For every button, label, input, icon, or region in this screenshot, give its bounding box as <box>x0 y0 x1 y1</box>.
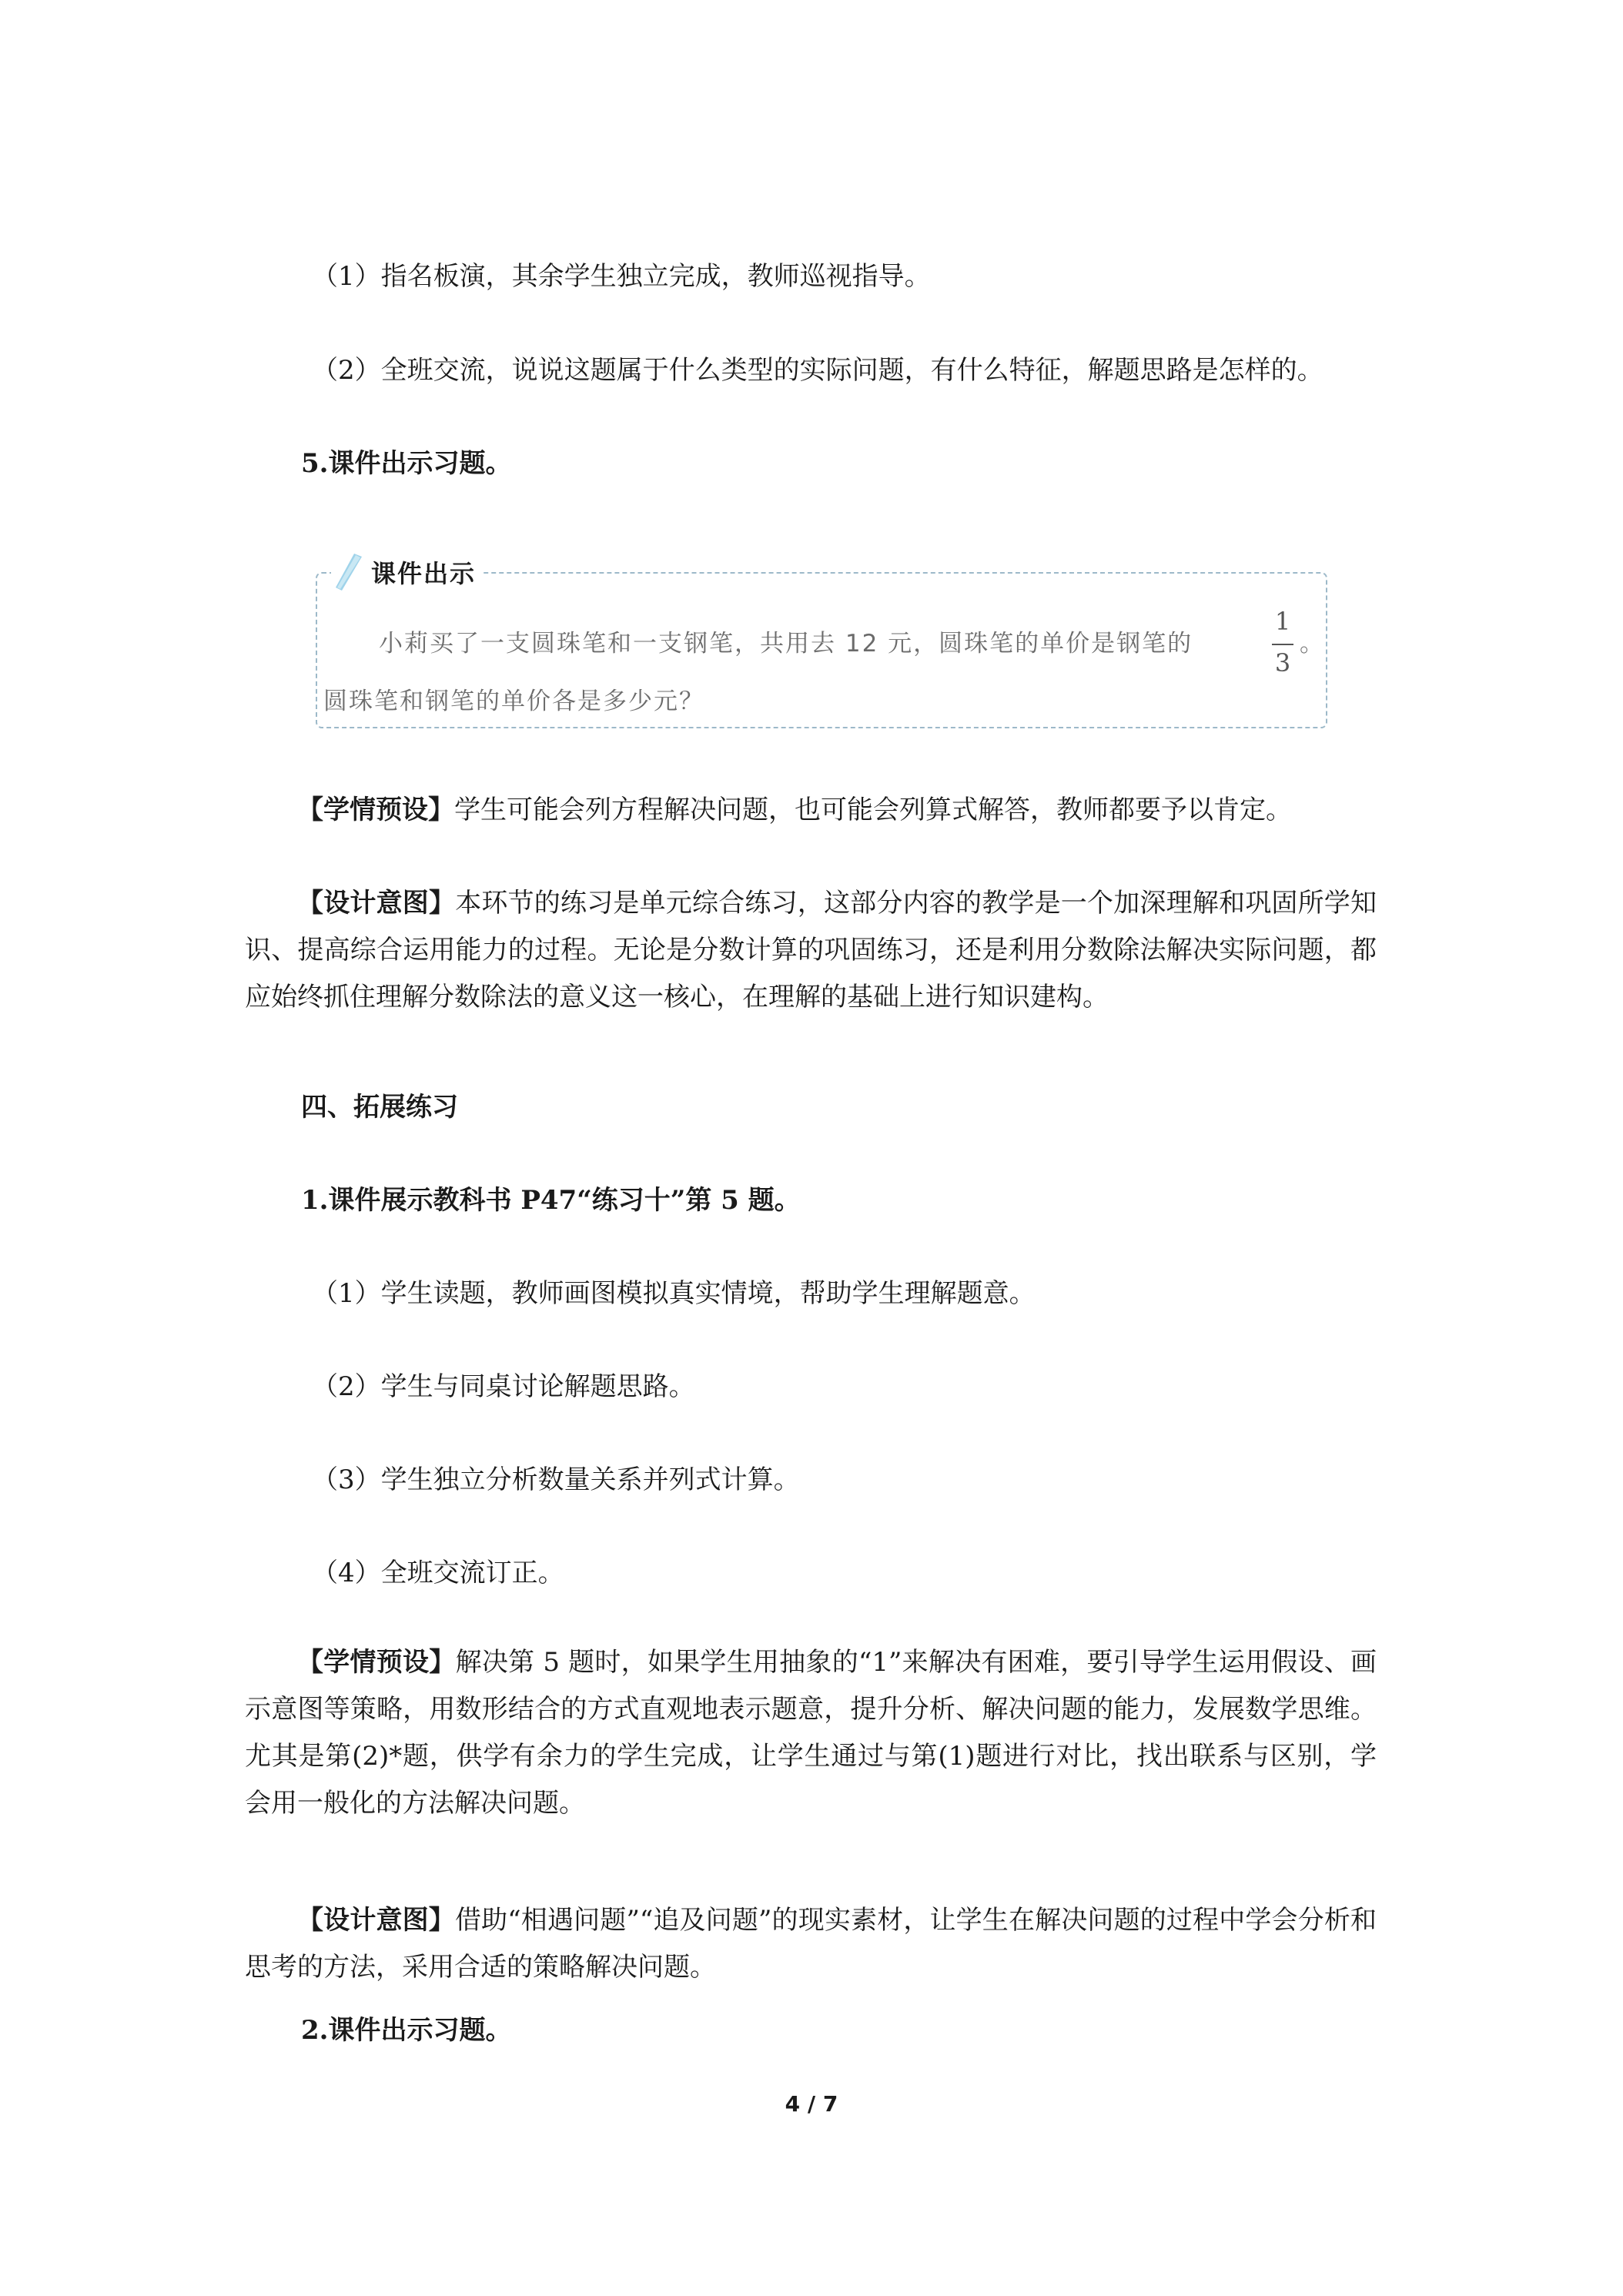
courseware-title: 课件出示 <box>371 559 477 588</box>
section-4-item-1: 1.课件展示教科书 P47“练习十”第 5 题。 <box>301 1185 801 1216</box>
design-intent-paragraph-2 <box>245 1897 1377 1991</box>
learning-preset-text-2: 解决第 5 题时，如果学生用抽象的“1”来解决有困难，要引导学生运用假设、画示意图等策略，用数形结合的方式直观地表示题意，提升分析、解决问题的能力，发展数学思维。尤其是第(2)*题，供学有余力的学生完成，让学生通过与第(1)题进行对比，找出联系与区别，学会用一般化的方法解决问题。 <box>245 1647 1377 1819</box>
design-intent-text-2: 借助“相遇问题”“追及问题”的现实素材，让学生在解决问题的过程中学会分析和思考的方法，采用合适的策略解决问题。 <box>245 1905 1377 1983</box>
step-2-text: （2）全班交流，说说这题属于什么类型的实际问题，有什么特征，解题思路是怎样的。 <box>312 355 1323 386</box>
pen-icon <box>331 552 365 592</box>
design-intent-tag-2: 【设计意图】 <box>297 1905 455 1936</box>
design-intent-text: 本环节的练习是单元综合练习，这部分内容的教学是一个加深理解和巩固所学知识、提高综合运用能力的过程。无论是分数计算的巩固练习，还是利用分数除法解决实际问题，都应始终抓住理解分数除法的意义这一核心，在理解的基础上进行知识建构。 <box>245 888 1377 1012</box>
learning-preset-tag-2: 【学情预设】 <box>297 1647 456 1678</box>
courseware-header <box>331 551 482 594</box>
step-1-text: （1）指名板演，其余学生独立完成，教师巡视指导。 <box>312 261 931 292</box>
learning-preset-paragraph-1 <box>245 787 1377 834</box>
learning-preset-text: 学生可能会列方程解决问题，也可能会列算式解答，教师都要予以肯定。 <box>454 795 1292 825</box>
section-4-step-4: （4）全班交流订正。 <box>312 1558 564 1588</box>
fraction-one-third <box>1270 607 1295 684</box>
design-intent-tag: 【设计意图】 <box>297 888 456 919</box>
learning-preset-tag: 【学情预设】 <box>297 795 454 825</box>
courseware-problem-line-2: 圆珠笔和钢笔的单价各是多少元？ <box>323 688 704 715</box>
design-intent-paragraph-1 <box>245 880 1377 1021</box>
item-5-heading: 5.课件出示习题。 <box>301 448 512 479</box>
section-4-item-2: 2.课件出示习题。 <box>301 2015 512 2046</box>
section-4-step-3: （3）学生独立分析数量关系并列式计算。 <box>312 1464 800 1495</box>
section-4-heading: 四、拓展练习 <box>301 1092 458 1123</box>
learning-preset-paragraph-2 <box>245 1639 1377 1827</box>
courseware-period: 。 <box>1300 630 1323 658</box>
fraction-bar <box>1272 644 1293 645</box>
fraction-denominator: 3 <box>1274 648 1291 678</box>
section-4-step-1: （1）学生读题，教师画图模拟真实情境，帮助学生理解题意。 <box>312 1278 1036 1309</box>
courseware-problem-line-1: 小莉买了一支圆珠笔和一支钢笔，共用去 12 元，圆珠笔的单价是钢笔的 <box>379 630 1193 658</box>
fraction-numerator: 1 <box>1274 607 1291 636</box>
section-4-step-2: （2）学生与同桌讨论解题思路。 <box>312 1371 695 1402</box>
page-number: 4 / 7 <box>785 2091 838 2117</box>
